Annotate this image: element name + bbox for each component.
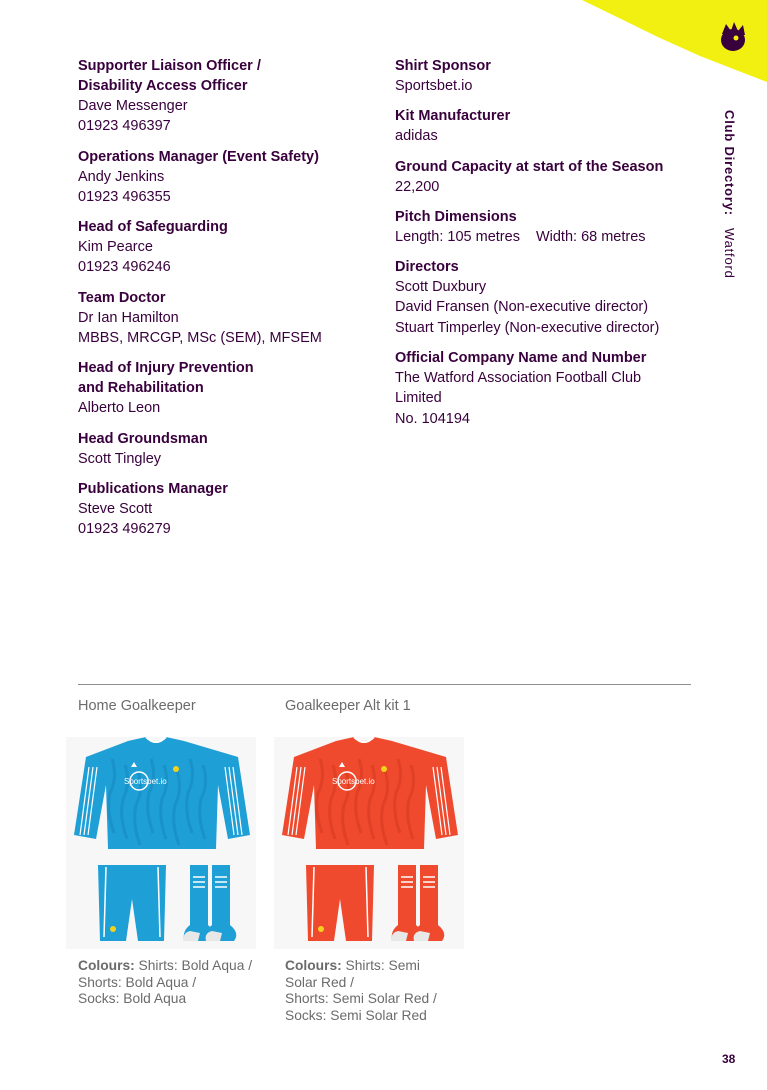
- entry-line: 01923 496246: [78, 259, 171, 276]
- entry-title: Kit Manufacturer: [395, 108, 511, 125]
- colours-line: Socks: Semi Solar Red: [285, 1007, 427, 1023]
- entry-line: Dr Ian Hamilton: [78, 309, 179, 326]
- entry-line: David Fransen (Non-executive director): [395, 299, 649, 316]
- home-goalkeeper-kit-image: [66, 737, 256, 949]
- sponsor-text: Sportsbet.io: [124, 777, 167, 786]
- pitch-width: Width: 68 metres: [535, 228, 646, 245]
- company-entry: [395, 348, 705, 429]
- crest-icon: [381, 766, 387, 772]
- colours-label: Colours:: [285, 958, 342, 973]
- ground-capacity-entry: [395, 157, 705, 197]
- entry-title: Official Company Name and Number: [395, 350, 647, 367]
- entry-line: Scott Tingley: [78, 450, 162, 467]
- colours-line: Shorts: Bold Aqua /: [78, 974, 197, 990]
- entry-line: Andy Jenkins: [78, 168, 165, 185]
- crest-icon: [173, 766, 179, 772]
- entry-line: Dave Messenger: [78, 98, 188, 114]
- directory-entry: [78, 358, 378, 418]
- entry-line: MBBS, MRCGP, MSc (SEM), MFSEM: [78, 330, 322, 347]
- kit-title-home-goalkeeper: Home Goalkeeper: [78, 698, 196, 714]
- premier-league-lion-icon: [721, 22, 745, 51]
- goalkeeper-alt-colours: [285, 958, 465, 1024]
- colours-line: Solar Red /: [285, 974, 355, 990]
- colours-value: Shirts: Semi: [341, 958, 420, 973]
- directory-entry: [78, 56, 378, 137]
- shorts-crest-icon: [110, 926, 116, 932]
- directors-entry: [395, 257, 705, 338]
- directory-entry: [78, 288, 378, 349]
- entry-title: Head of Injury Prevention and Rehabilitation: [78, 360, 254, 397]
- entry-line: Sportsbet.io: [395, 78, 473, 94]
- club-directory-side-title: [714, 110, 754, 280]
- entry-title: Head Groundsman: [78, 430, 208, 447]
- entry-title: Pitch Dimensions: [395, 208, 517, 225]
- entry-line: adidas: [395, 128, 438, 145]
- kit-manufacturer-entry: [395, 106, 705, 146]
- entry-line: Kim Pearce: [78, 239, 153, 256]
- shirt-sponsor-entry: [395, 56, 705, 96]
- directory-entry: [78, 147, 378, 208]
- shorts-crest-icon: [318, 926, 324, 932]
- colours-value: Shirts: Bold Aqua /: [134, 958, 253, 973]
- sponsor-text: Sportsbet.io: [332, 777, 375, 786]
- entry-title: Head of Safeguarding: [78, 219, 228, 236]
- entry-line: No. 104194: [395, 410, 470, 427]
- colours-line: Shorts: Semi Solar Red /: [285, 991, 437, 1006]
- side-title-label: Club Directory:: [722, 110, 737, 216]
- colours-label: Colours:: [78, 958, 135, 973]
- home-goalkeeper-colours: [78, 958, 273, 1008]
- entry-line: Scott Duxbury: [395, 279, 487, 296]
- directory-entry: [78, 479, 378, 540]
- entry-line: 01923 496279: [78, 521, 171, 538]
- entry-title: Supporter Liaison Officer / Disability Access Officer: [78, 58, 261, 94]
- directory-entry: [78, 217, 378, 278]
- section-divider: [78, 684, 691, 685]
- entry-line: 01923 496397: [78, 118, 171, 135]
- pitch-length: Length: 105 metres: [395, 228, 520, 245]
- entry-line: Alberto Leon: [78, 400, 161, 417]
- pitch-dimensions-entry: [395, 207, 705, 247]
- entry-title: Shirt Sponsor: [395, 58, 491, 74]
- entry-title: Publications Manager: [78, 480, 228, 497]
- entry-title: Directors: [395, 259, 459, 276]
- entry-line: 01923 496355: [78, 188, 171, 205]
- colours-line: [78, 958, 273, 975]
- entry-line: 22,200: [395, 178, 440, 195]
- kit-title-goalkeeper-alt: Goalkeeper Alt kit 1: [285, 698, 411, 714]
- entry-line: Stuart Timperley (Non-executive director): [395, 319, 660, 336]
- left-directory-column: [78, 56, 378, 550]
- entry-title: Operations Manager (Event Safety): [78, 148, 319, 165]
- side-title-club: Watford: [722, 228, 737, 279]
- entry-line: Limited: [395, 390, 442, 407]
- goalkeeper-alt-kit-image: [274, 737, 464, 949]
- right-directory-column: [395, 56, 705, 439]
- entry-line: The Watford Association Football Club: [395, 370, 642, 387]
- page-number: 38: [722, 1052, 736, 1066]
- entry-title: Ground Capacity at start of the Season: [395, 158, 664, 175]
- entry-title: Team Doctor: [78, 289, 166, 306]
- colours-line: [285, 958, 465, 975]
- entry-line: [395, 227, 705, 247]
- colours-line: Socks: Bold Aqua: [78, 991, 187, 1006]
- entry-line: Steve Scott: [78, 500, 153, 517]
- directory-entry: [78, 429, 378, 469]
